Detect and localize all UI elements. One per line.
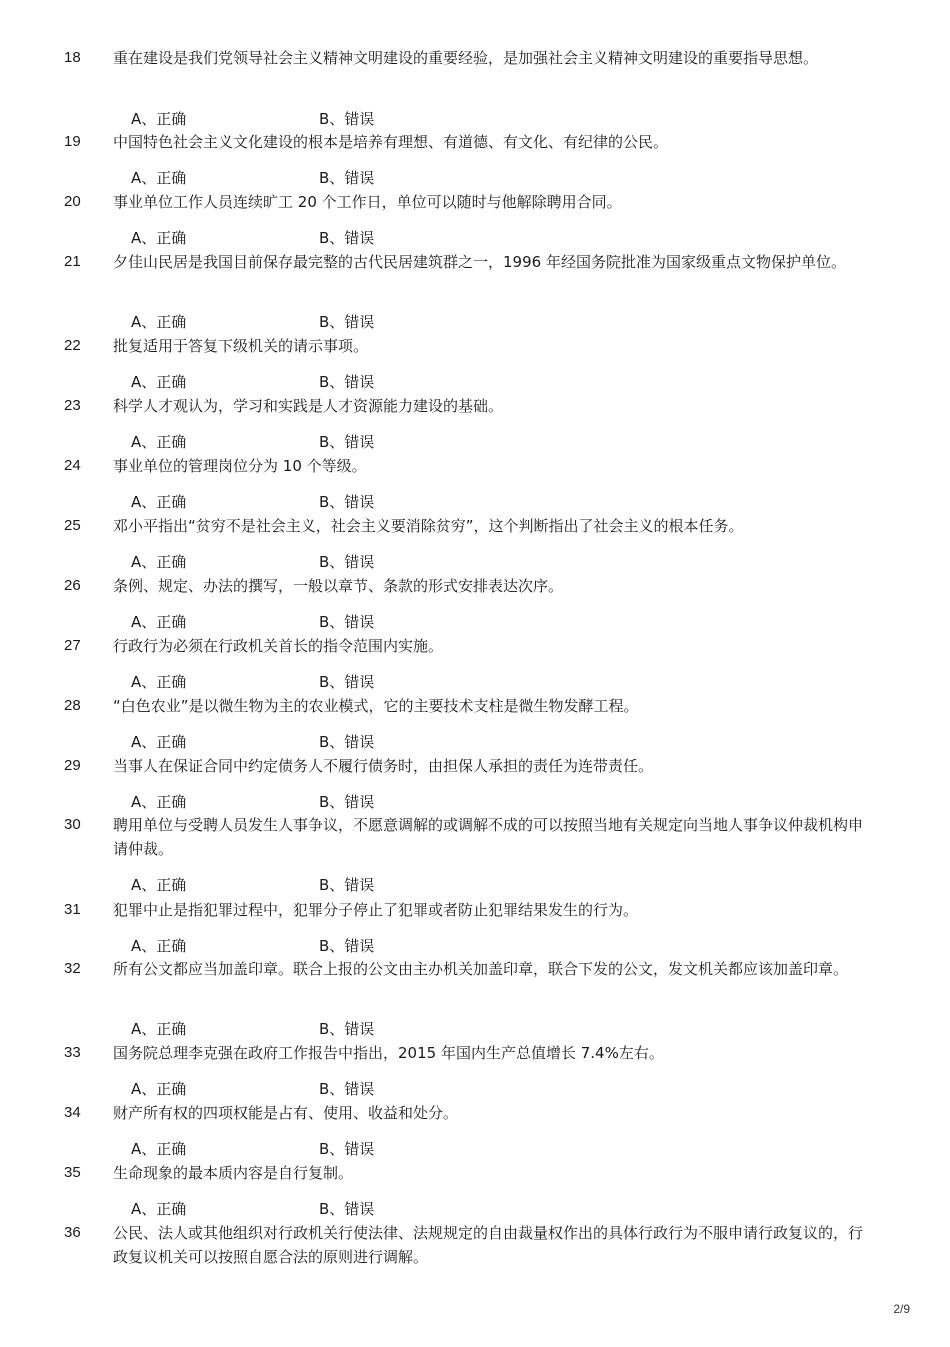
question-text: 条例、规定、办法的撰写，一般以章节、条款的形式安排表达次序。 — [113, 577, 564, 595]
question-number: 36 — [64, 1224, 81, 1241]
option-a-correct[interactable]: A、正确 — [131, 169, 187, 187]
question-number: 20 — [64, 193, 81, 210]
question-text: 财产所有权的四项权能是占有、使用、收益和处分。 — [113, 1104, 459, 1122]
option-a-correct[interactable]: A、正确 — [131, 876, 187, 894]
option-b-wrong[interactable]: B、错误 — [319, 1020, 375, 1038]
option-a-correct[interactable]: A、正确 — [131, 1140, 187, 1158]
question-text: 科学人才观认为，学习和实践是人才资源能力建设的基础。 — [113, 397, 504, 415]
option-a-correct[interactable]: A、正确 — [131, 433, 187, 451]
option-b-wrong[interactable]: B、错误 — [319, 876, 375, 894]
option-b-wrong[interactable]: B、错误 — [319, 793, 375, 811]
option-b-wrong[interactable]: B、错误 — [319, 733, 375, 751]
option-b-wrong[interactable]: B、错误 — [319, 937, 375, 955]
option-a-correct[interactable]: A、正确 — [131, 1080, 187, 1098]
option-a-correct[interactable]: A、正确 — [131, 229, 187, 247]
question-text: 所有公文都应当加盖印章。联合上报的公文由主办机关加盖印章，联合下发的公文，发文机关都应该加盖印章。 — [113, 960, 849, 978]
option-b-wrong[interactable]: B、错误 — [319, 673, 375, 691]
question-text: 当事人在保证合同中约定债务人不履行债务时，由担保人承担的责任为连带责任。 — [113, 757, 654, 775]
question-number: 19 — [64, 133, 81, 150]
option-b-wrong[interactable]: B、错误 — [319, 373, 375, 391]
question-text: 国务院总理李克强在政府工作报告中指出，2015 年国内生产总值增长 7.4%左右。 — [113, 1044, 664, 1062]
question-text: 事业单位的管理岗位分为 10 个等级。 — [113, 457, 367, 475]
question-number: 34 — [64, 1104, 81, 1121]
question-text: 重在建设是我们党领导社会主义精神文明建设的重要经验，是加强社会主义精神文明建设的重要指导思想。 — [113, 49, 819, 67]
question-number: 21 — [64, 253, 81, 270]
question-number: 35 — [64, 1164, 81, 1181]
question-number: 31 — [64, 901, 81, 918]
option-a-correct[interactable]: A、正确 — [131, 1020, 187, 1038]
question-number: 32 — [64, 960, 81, 977]
option-b-wrong[interactable]: B、错误 — [319, 1080, 375, 1098]
question-number: 26 — [64, 577, 81, 594]
option-a-correct[interactable]: A、正确 — [131, 1200, 187, 1218]
option-a-correct[interactable]: A、正确 — [131, 793, 187, 811]
option-a-correct[interactable]: A、正确 — [131, 110, 187, 128]
question-number: 30 — [64, 816, 81, 833]
question-number: 28 — [64, 697, 81, 714]
option-b-wrong[interactable]: B、错误 — [319, 493, 375, 511]
option-b-wrong[interactable]: B、错误 — [319, 1200, 375, 1218]
question-text: 行政行为必须在行政机关首长的指令范围内实施。 — [113, 637, 444, 655]
question-text: 事业单位工作人员连续旷工 20 个工作日，单位可以随时与他解除聘用合同。 — [113, 193, 622, 211]
question-number: 23 — [64, 397, 81, 414]
option-a-correct[interactable]: A、正确 — [131, 733, 187, 751]
option-a-correct[interactable]: A、正确 — [131, 313, 187, 331]
question-number: 24 — [64, 457, 81, 474]
question-text: “白色农业”是以微生物为主的农业模式，它的主要技术支柱是微生物发酵工程。 — [113, 697, 639, 715]
option-a-correct[interactable]: A、正确 — [131, 613, 187, 631]
option-a-correct[interactable]: A、正确 — [131, 937, 187, 955]
question-text: 夕佳山民居是我国目前保存最完整的古代民居建筑群之一，1996 年经国务院批准为国家级重点文物保护单位。 — [113, 253, 846, 271]
option-b-wrong[interactable]: B、错误 — [319, 433, 375, 451]
option-b-wrong[interactable]: B、错误 — [319, 110, 375, 128]
question-number: 22 — [64, 337, 81, 354]
question-text: 批复适用于答复下级机关的请示事项。 — [113, 337, 369, 355]
question-text: 犯罪中止是指犯罪过程中，犯罪分子停止了犯罪或者防止犯罪结果发生的行为。 — [113, 901, 639, 919]
option-b-wrong[interactable]: B、错误 — [319, 169, 375, 187]
page-number: 2/9 — [893, 1302, 910, 1316]
question-text: 中国特色社会主义文化建设的根本是培养有理想、有道德、有文化、有纪律的公民。 — [113, 133, 669, 151]
option-b-wrong[interactable]: B、错误 — [319, 313, 375, 331]
question-number: 18 — [64, 49, 81, 66]
option-b-wrong[interactable]: B、错误 — [319, 1140, 375, 1158]
question-text: 生命现象的最本质内容是自行复制。 — [113, 1164, 354, 1182]
question-number: 25 — [64, 517, 81, 534]
option-b-wrong[interactable]: B、错误 — [319, 229, 375, 247]
question-number: 33 — [64, 1044, 81, 1061]
option-a-correct[interactable]: A、正确 — [131, 673, 187, 691]
option-b-wrong[interactable]: B、错误 — [319, 553, 375, 571]
question-text: 邓小平指出“贫穷不是社会主义，社会主义要消除贫穷”，这个判断指出了社会主义的根本任务。 — [113, 517, 744, 535]
option-a-correct[interactable]: A、正确 — [131, 553, 187, 571]
question-number: 29 — [64, 757, 81, 774]
option-a-correct[interactable]: A、正确 — [131, 373, 187, 391]
question-text: 聘用单位与受聘人员发生人事争议，不愿意调解的或调解不成的可以按照当地有关规定向当地人事争议仲裁机构申请仲裁。 — [113, 816, 864, 858]
option-b-wrong[interactable]: B、错误 — [319, 613, 375, 631]
option-a-correct[interactable]: A、正确 — [131, 493, 187, 511]
question-text: 公民、法人或其他组织对行政机关行使法律、法规规定的自由裁量权作出的具体行政行为不服申请行政复议的，行政复议机关可以按照自愿合法的原则进行调解。 — [113, 1224, 864, 1266]
question-number: 27 — [64, 637, 81, 654]
